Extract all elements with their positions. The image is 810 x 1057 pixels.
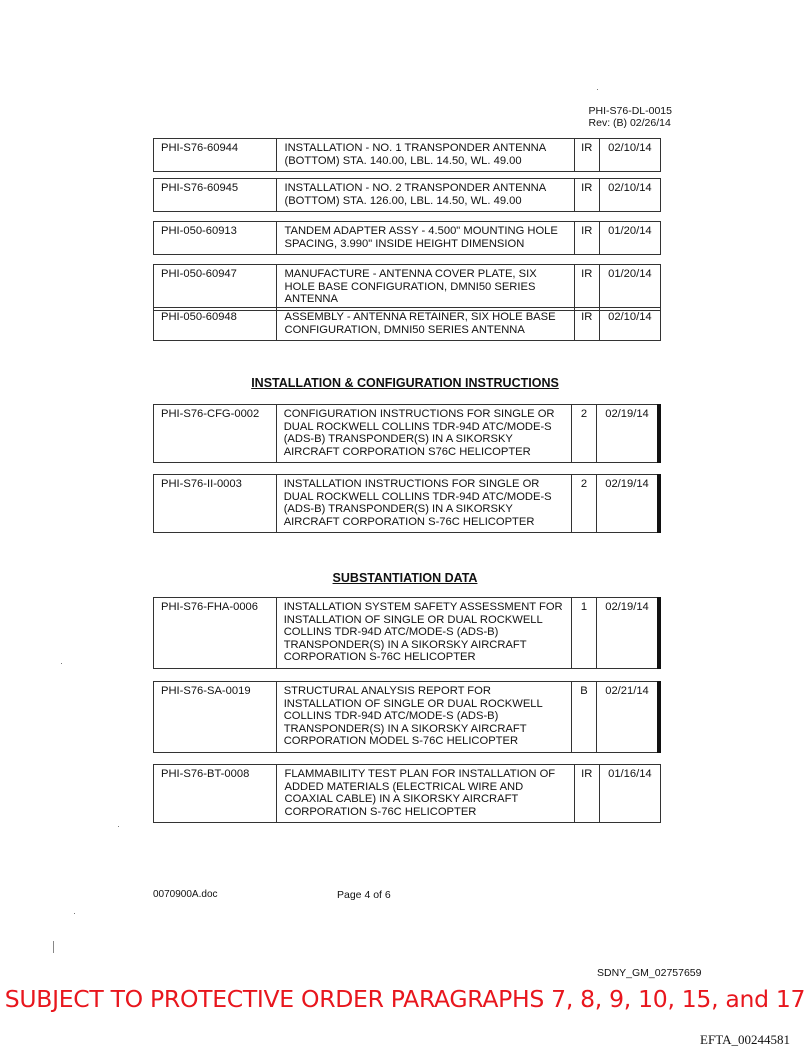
document-title-cell: INSTALLATION - NO. 2 TRANSPONDER ANTENNA (BOTTOM) STA. 126.00, LBL. 14.50, WL. 49.00 <box>277 179 574 212</box>
section-heading-installation: INSTALLATION & CONFIGURATION INSTRUCTIONS <box>251 376 559 390</box>
revision-cell: IR <box>574 179 599 212</box>
document-title-cell: STRUCTURAL ANALYSIS REPORT FOR INSTALLATION OF SINGLE OR DUAL ROCKWELL COLLINS TDR-94D ATC/MODE-S (ADS-B) TRANSPONDER(S) IN A SIKORSKY AIRCRAFT CORPORATION MODEL S-76C HELICOPTER <box>276 682 571 753</box>
date-cell: 01/20/14 <box>599 265 660 311</box>
protective-order-notice: SUBJECT TO PROTECTIVE ORDER PARAGRAPHS 7, 8, 9, 10, 15, and 17 <box>4 985 806 1013</box>
document-number-cell: PHI-S76-CFG-0002 <box>154 405 277 463</box>
document-number-cell: PHI-S76-60945 <box>154 179 277 212</box>
document-number-cell: PHI-S76-II-0003 <box>154 475 277 533</box>
scan-speck <box>61 663 62 664</box>
bates-number: SDNY_GM_02757659 <box>597 967 702 979</box>
table-row <box>153 597 661 669</box>
revision-cell: 2 <box>572 475 597 533</box>
scan-speck <box>74 913 75 914</box>
section-heading-substantiation: SUBSTANTIATION DATA <box>332 571 478 585</box>
date-cell: 02/19/14 <box>597 598 660 669</box>
revision-cell: IR <box>574 265 599 311</box>
document-number-cell: PHI-050-60947 <box>154 265 277 311</box>
date-cell: 02/19/14 <box>597 475 659 533</box>
revision-cell: IR <box>574 765 599 823</box>
table-row <box>153 404 661 463</box>
footer-filename: 0070900A.doc <box>153 889 218 900</box>
revision-cell: IR <box>574 308 599 341</box>
revision-cell: IR <box>574 139 599 172</box>
table-row <box>153 264 661 311</box>
table-row <box>153 764 661 823</box>
table-row <box>153 681 661 753</box>
document-number-cell: PHI-S76-SA-0019 <box>154 682 277 753</box>
scan-mark <box>53 941 54 953</box>
document-title-cell: INSTALLATION INSTRUCTIONS FOR SINGLE OR DUAL ROCKWELL COLLINS TDR-94D ATC/MODE-S (ADS-B) TRANSPONDER(S) IN A SIKORSKY AIRCRAFT CORPORATION S-76C HELICOPTER <box>276 475 571 533</box>
document-number-cell: PHI-S76-FHA-0006 <box>154 598 277 669</box>
efta-number: EFTA_00244581 <box>700 1032 790 1047</box>
document-title-cell: FLAMMABILITY TEST PLAN FOR INSTALLATION OF ADDED MATERIALS (ELECTRICAL WIRE AND COAXIAL CABLE) IN A SIKORSKY AIRCRAFT CORPORATION S-76C HELICOPTER <box>277 765 574 823</box>
document-title-cell: INSTALLATION SYSTEM SAFETY ASSESSMENT FOR INSTALLATION OF SINGLE OR DUAL ROCKWELL COLLINS TDR-94D ATC/MODE-S (ADS-B) TRANSPONDER(S) IN A SIKORSKY AIRCRAFT CORPORATION S-76C HELICOPTER <box>276 598 571 669</box>
table-row <box>153 307 661 341</box>
document-number: PHI-S76-DL-0015 <box>588 105 672 117</box>
revision-cell: 2 <box>572 405 597 463</box>
revision-cell: B <box>572 682 597 753</box>
document-title-cell: INSTALLATION - NO. 1 TRANSPONDER ANTENNA (BOTTOM) STA. 140.00, LBL. 14.50, WL. 49.00 <box>277 139 574 172</box>
document-number-cell: PHI-S76-BT-0008 <box>154 765 277 823</box>
document-title-cell: TANDEM ADAPTER ASSY - 4.500" MOUNTING HOLE SPACING, 3.990" INSIDE HEIGHT DIMENSION <box>277 222 574 255</box>
scan-speck <box>118 826 119 827</box>
revision-cell: 1 <box>572 598 597 669</box>
revision-cell: IR <box>574 222 599 255</box>
document-number-cell: PHI-050-60948 <box>154 308 277 341</box>
document-revision: Rev: (B) 02/26/14 <box>588 117 671 129</box>
document-title-cell: ASSEMBLY - ANTENNA RETAINER, SIX HOLE BASE CONFIGURATION, DMNI50 SERIES ANTENNA <box>277 308 574 341</box>
date-cell: 01/16/14 <box>599 765 660 823</box>
table-row <box>153 474 661 533</box>
table-row <box>153 221 661 255</box>
footer-page-number: Page 4 of 6 <box>337 889 391 901</box>
date-cell: 02/10/14 <box>599 139 660 172</box>
document-header <box>589 105 672 129</box>
date-cell: 02/10/14 <box>599 308 660 341</box>
document-title-cell: MANUFACTURE - ANTENNA COVER PLATE, SIX HOLE BASE CONFIGURATION, DMNI50 SERIES ANTENNA <box>277 265 574 311</box>
document-number-cell: PHI-S76-60944 <box>154 139 277 172</box>
date-cell: 02/21/14 <box>597 682 659 753</box>
table-row <box>153 178 661 212</box>
document-number-cell: PHI-050-60913 <box>154 222 277 255</box>
date-cell: 01/20/14 <box>599 222 660 255</box>
scan-speck <box>597 89 598 90</box>
date-cell: 02/19/14 <box>597 405 660 463</box>
date-cell: 02/10/14 <box>599 179 660 212</box>
table-row <box>153 138 661 172</box>
document-title-cell: CONFIGURATION INSTRUCTIONS FOR SINGLE OR DUAL ROCKWELL COLLINS TDR-94D ATC/MODE-S (ADS-B) TRANSPONDER(S) IN A SIKORSKY AIRCRAFT CORPORATION S76C HELICOPTER <box>276 405 571 463</box>
